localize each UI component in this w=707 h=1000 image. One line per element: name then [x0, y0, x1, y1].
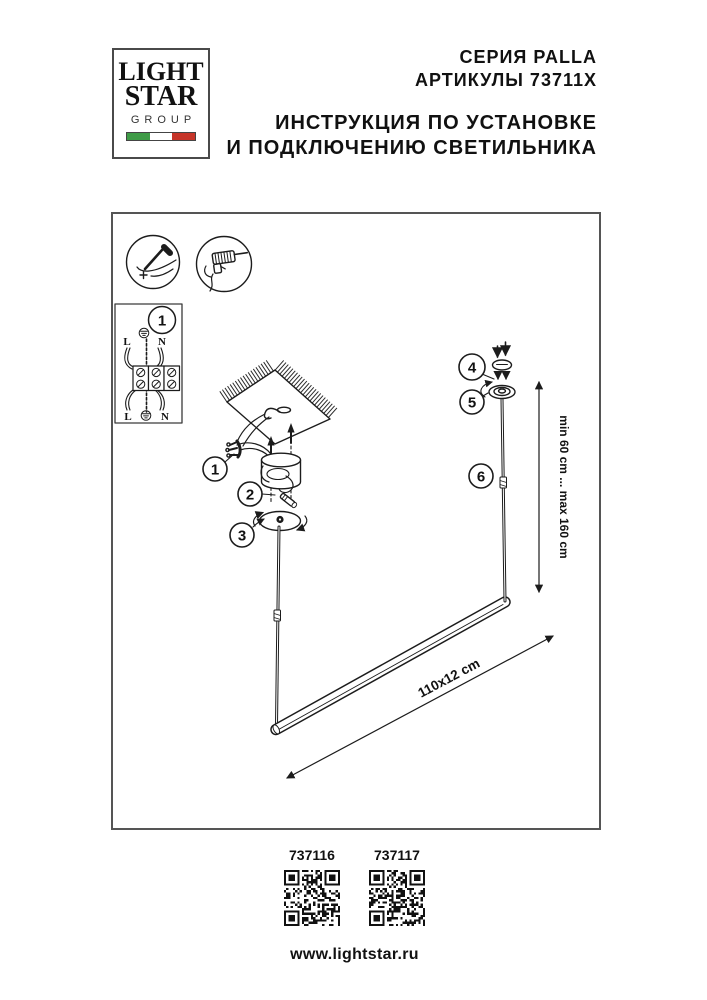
instruction-line-2: И ПОДКЛЮЧЕНИЮ СВЕТИЛЬНИКА: [226, 137, 597, 159]
rod-connector-left: [274, 610, 281, 621]
wiring-step-number: 1: [157, 312, 167, 330]
logo-word-star: STAR: [124, 81, 198, 112]
flag-red-stripe: [172, 133, 195, 140]
svg-text:6: 6: [476, 468, 486, 486]
flag-white-stripe: [150, 133, 173, 140]
height-dimension: [539, 382, 571, 592]
mount-ring: [493, 342, 512, 379]
svg-text:1: 1: [210, 461, 220, 479]
qr-label: 737116: [289, 847, 335, 863]
series-title: СЕРИЯ PALLA: [459, 47, 597, 67]
installation-diagram: [111, 212, 601, 830]
logo-word-light: LIGHT: [118, 57, 204, 86]
screw: [280, 493, 298, 509]
qr-label: 737117: [374, 847, 420, 863]
qr-code-icon: [284, 870, 340, 926]
label-line-top: L: [123, 336, 131, 348]
step-circle-1: [203, 454, 234, 481]
step-circle-6: [469, 464, 493, 488]
label-neutral-top: N: [158, 336, 166, 348]
screwdriver-icon: [127, 236, 180, 289]
svg-text:2: 2: [245, 486, 255, 504]
length-dimension-label: 110x12 cm: [415, 655, 483, 701]
terminal-block: [133, 366, 180, 391]
svg-text:5: 5: [467, 394, 477, 412]
right-rod: [500, 399, 507, 601]
height-dimension-label: min 60 cm ... max 160 cm: [557, 415, 571, 559]
wiring-diagram: [115, 304, 182, 423]
svg-text:3: 3: [237, 527, 247, 545]
flag-green-stripe: [127, 133, 150, 140]
instruction-title: [226, 111, 597, 161]
step-circle-4: [459, 354, 494, 380]
svg-text:4: 4: [467, 359, 477, 377]
qr-block-737116: [284, 847, 340, 931]
articul-title: АРТИКУЛЫ 73711X: [415, 70, 597, 90]
canopy: [261, 453, 301, 492]
label-neutral-bottom: N: [161, 411, 169, 423]
step-circle-3: [230, 519, 264, 547]
ceiling-cup-swirl: [481, 382, 515, 399]
rod-connector-right: [500, 477, 507, 488]
step-circle-5: [460, 390, 488, 414]
drill-icon: [197, 237, 252, 292]
instruction-line-1: ИНСТРУКЦИЯ ПО УСТАНОВКЕ: [275, 112, 597, 134]
label-line-bottom: L: [124, 411, 132, 423]
qr-block-737117: [369, 847, 425, 931]
qr-code-icon: [369, 870, 425, 926]
left-rod: [274, 527, 281, 725]
lightstar-logo: [112, 48, 210, 159]
header-titles: [226, 46, 597, 161]
italian-flag: [126, 132, 196, 141]
ceiling-panel: [223, 365, 334, 444]
logo-word-group: GROUP: [130, 114, 197, 126]
website-url: www.lightstar.ru: [290, 946, 419, 963]
